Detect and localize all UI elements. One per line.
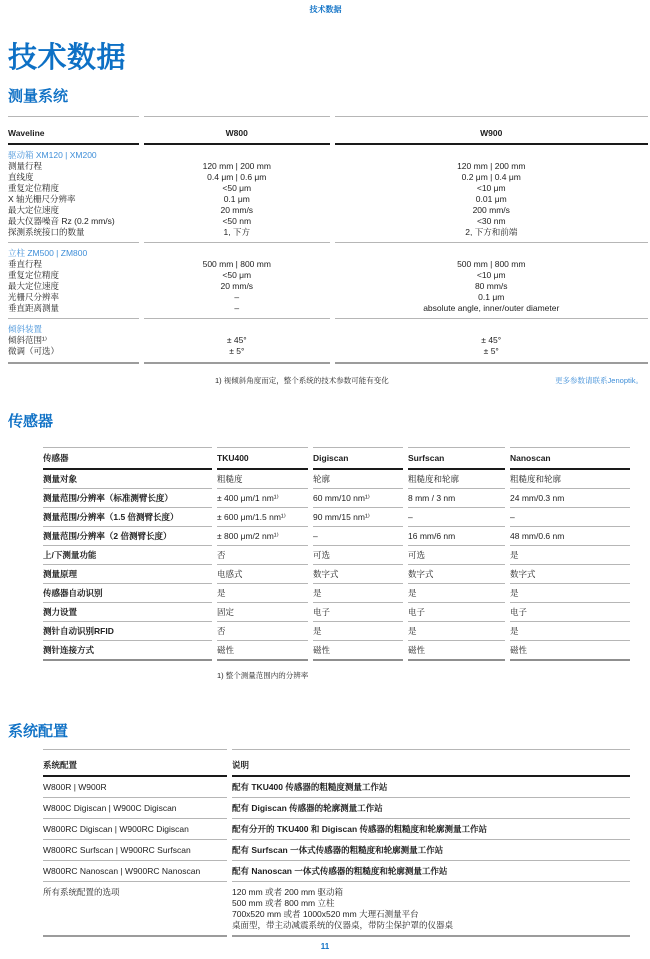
row-label: 最大定位速度 <box>8 281 60 291</box>
config-description <box>232 798 630 819</box>
table-row <box>43 565 630 584</box>
value-tku400: 磁性 <box>217 641 308 661</box>
sensors-heading: 传感器 <box>8 413 54 430</box>
column-header: 说明 <box>232 749 630 777</box>
value-nanoscan: 是 <box>510 622 630 641</box>
row-label: 光栅尺分辨率 <box>8 292 60 302</box>
table-row <box>43 861 630 882</box>
value-w800: <50 nm <box>222 216 252 226</box>
value-w900: 80 mm/s <box>474 281 508 291</box>
row-label: 测量范围/分辨率（2 倍测臂长度） <box>43 527 212 546</box>
value-surfscan: 8 mm / 3 nm <box>408 489 505 508</box>
value-tku400: ± 800 μm/2 nm¹⁾ <box>217 527 308 546</box>
table-row <box>8 346 648 364</box>
table-row <box>8 259 648 270</box>
value-surfscan: 16 mm/6 nm <box>408 527 505 546</box>
table-row <box>8 292 648 303</box>
value-w900: ± 5° <box>335 346 649 364</box>
section-sensors <box>8 413 643 681</box>
measurement-system-table <box>3 116 650 364</box>
description-line: 配有分开的 TKU400 和 Digiscan 传感器的粗糙度和轮廓测量工作站 <box>232 824 488 834</box>
config-description <box>232 840 630 861</box>
header-row <box>8 116 648 145</box>
table-row <box>43 508 630 527</box>
value-tku400: ± 600 μm/1.5 nm¹⁾ <box>217 508 308 527</box>
value-w900: <10 μm <box>476 270 506 280</box>
system-config-table <box>38 749 635 937</box>
row-label: 测量原理 <box>43 565 212 584</box>
value-surfscan: 电子 <box>408 603 505 622</box>
value-w800: 120 mm | 200 mm <box>202 161 271 171</box>
value-w900: 200 mm/s <box>472 205 510 215</box>
description-line: 配有 TKU400 传感器的粗糙度测量工作站 <box>232 782 388 792</box>
row-label: 最大仪器噪音 Rz (0.2 mm/s) <box>8 216 115 226</box>
measurement-system-heading: 测量系统 <box>8 88 69 105</box>
table-row <box>8 216 648 227</box>
config-description <box>232 861 630 882</box>
row-label: 重复定位精度 <box>8 183 60 193</box>
column-header: W900 <box>335 116 649 145</box>
page-number: 11 <box>320 942 330 951</box>
config-name: 所有系统配置的选项 <box>43 882 227 937</box>
running-header: 技术数据 <box>309 5 342 14</box>
value-surfscan: 是 <box>408 584 505 603</box>
description-line: 700x520 mm 或者 1000x520 mm 大理石测量平台 <box>232 909 419 919</box>
table-row <box>43 622 630 641</box>
table-row <box>8 205 648 216</box>
group-header-row <box>8 243 648 259</box>
column-header: Waveline <box>8 116 139 145</box>
value-w900: 120 mm | 200 mm <box>457 161 526 171</box>
value-w900: 2, 下方和前端 <box>335 227 649 243</box>
description-line: 配有 Digiscan 传感器的轮廓测量工作站 <box>232 803 383 813</box>
value-w800: 0.4 μm | 0.6 μm <box>207 172 267 182</box>
value-tku400: 电感式 <box>217 565 308 584</box>
config-name: W800RC Digiscan | W900RC Digiscan <box>43 819 227 840</box>
contact-note: 更多参数请联系Jenoptik。 <box>555 376 643 385</box>
value-w800: 500 mm | 800 mm <box>202 259 271 269</box>
config-description <box>232 819 630 840</box>
tilt-footnote: 1) 视倾斜角度而定，整个系统的技术参数可能有变化 <box>215 376 389 385</box>
table-row <box>43 527 630 546</box>
table-row <box>43 603 630 622</box>
value-w900: <30 nm <box>476 216 506 226</box>
group-name: 驱动箱 XM120 | XM200 <box>8 150 97 160</box>
config-name: W800R | W900R <box>43 777 227 798</box>
row-label: 最大定位速度 <box>8 205 60 215</box>
value-digiscan: 是 <box>313 584 403 603</box>
table-row <box>8 161 648 172</box>
row-label: 测针连接方式 <box>43 641 212 661</box>
column-header: W800 <box>144 116 329 145</box>
row-label: 测量对象 <box>43 470 212 489</box>
table-row <box>8 227 648 243</box>
column-header: Nanoscan <box>510 447 630 470</box>
group-header-row <box>8 145 648 161</box>
table-row <box>8 335 648 346</box>
value-surfscan: 可选 <box>408 546 505 565</box>
row-label: 测针自动识别RFID <box>43 622 212 641</box>
header-row <box>43 447 630 470</box>
sensors-table <box>38 447 635 661</box>
value-w800: – <box>234 292 240 302</box>
group-header-row <box>8 319 648 335</box>
value-nanoscan: 电子 <box>510 603 630 622</box>
value-w900: <10 μm <box>476 183 506 193</box>
value-w900: 0.2 μm | 0.4 μm <box>461 172 521 182</box>
config-name: W800RC Surfscan | W900RC Surfscan <box>43 840 227 861</box>
table-row <box>43 840 630 861</box>
value-digiscan: 90 mm/15 nm¹⁾ <box>313 508 403 527</box>
value-nanoscan: 数字式 <box>510 565 630 584</box>
system-config-heading: 系统配置 <box>8 723 69 740</box>
measurement-footnotes <box>215 376 643 386</box>
table-group <box>8 145 648 243</box>
description-line: 桌面型，带主动减震系统的仪器桌，带防尘保护罩的仪器桌 <box>232 920 454 930</box>
row-label: 微调（可选） <box>8 346 139 364</box>
value-w900: 0.1 μm <box>478 292 505 302</box>
row-label: 倾斜范围¹⁾ <box>8 335 47 345</box>
table-group <box>8 319 648 364</box>
row-label: X 轴光栅尺分辨率 <box>8 194 76 204</box>
page-title: 技术数据 <box>8 42 127 74</box>
value-surfscan: 是 <box>408 622 505 641</box>
value-tku400: 否 <box>217 622 308 641</box>
row-label: 上/下测量功能 <box>43 546 212 565</box>
value-nanoscan: 是 <box>510 546 630 565</box>
description-line: 配有 Nanoscan 一体式传感器的粗糙度和轮廓测量工作站 <box>232 866 448 876</box>
value-w900: absolute angle, inner/outer diameter <box>335 303 649 319</box>
row-label: 垂直距离测量 <box>8 303 139 319</box>
value-nanoscan: 是 <box>510 584 630 603</box>
value-w800: ± 45° <box>226 335 247 345</box>
description-line: 配有 Surfscan 一体式传感器的粗糙度和轮廓测量工作站 <box>232 845 444 855</box>
table-row <box>43 584 630 603</box>
value-nanoscan: 48 mm/0.6 nm <box>510 527 630 546</box>
group-name: 倾斜装置 <box>8 324 43 334</box>
row-label: 测量行程 <box>8 161 43 171</box>
row-label: 重复定位精度 <box>8 270 60 280</box>
value-tku400: 固定 <box>217 603 308 622</box>
column-header: 传感器 <box>43 447 212 470</box>
table-row <box>8 270 648 281</box>
value-w800: <50 μm <box>222 183 252 193</box>
value-w900: ± 45° <box>481 335 502 345</box>
config-description <box>232 777 630 798</box>
value-surfscan: – <box>408 508 505 527</box>
table-row <box>8 194 648 205</box>
column-header: TKU400 <box>217 447 308 470</box>
table-row <box>43 470 630 489</box>
value-nanoscan: 24 mm/0.3 nm <box>510 489 630 508</box>
value-digiscan: 可选 <box>313 546 403 565</box>
value-tku400: ± 400 μm/1 nm¹⁾ <box>217 489 308 508</box>
table-row <box>43 546 630 565</box>
value-digiscan: 轮廓 <box>313 470 403 489</box>
header-row <box>43 749 630 777</box>
description-line: 500 mm 或者 800 mm 立柱 <box>232 898 335 908</box>
value-digiscan: 电子 <box>313 603 403 622</box>
value-surfscan: 数字式 <box>408 565 505 584</box>
row-label: 测力设置 <box>43 603 212 622</box>
value-tku400: 是 <box>217 584 308 603</box>
value-w800: 0.1 μm <box>223 194 250 204</box>
column-header: Digiscan <box>313 447 403 470</box>
sensors-footnote: 1) 整个测量范围内的分辨率 <box>217 671 309 680</box>
config-description <box>232 882 630 937</box>
description-line: 120 mm 或者 200 mm 驱动箱 <box>232 887 343 897</box>
table-row <box>43 882 630 937</box>
group-name: 立柱 ZM500 | ZM800 <box>8 248 88 258</box>
value-tku400: 否 <box>217 546 308 565</box>
config-name: W800C Digiscan | W900C Digiscan <box>43 798 227 819</box>
value-w900: 0.01 μm <box>475 194 507 204</box>
value-w900: 500 mm | 800 mm <box>457 259 526 269</box>
value-surfscan: 粗糙度和轮廓 <box>408 470 505 489</box>
row-label: 测量范围/分辨率（1.5 倍测臂长度） <box>43 508 212 527</box>
value-w800: 1, 下方 <box>144 227 329 243</box>
value-digiscan: – <box>313 527 403 546</box>
row-label: 直线度 <box>8 172 34 182</box>
row-label: 垂直行程 <box>8 259 43 269</box>
row-label: 测量范围/分辨率（标准测臂长度） <box>43 489 212 508</box>
value-w800: 20 mm/s <box>220 281 254 291</box>
row-label: 传感器自动识别 <box>43 584 212 603</box>
row-label: 探测系统接口的数量 <box>8 227 139 243</box>
table-row <box>43 819 630 840</box>
table-row <box>8 183 648 194</box>
value-w800: 20 mm/s <box>220 205 254 215</box>
table-row <box>8 172 648 183</box>
table-group <box>8 243 648 319</box>
value-w800: <50 μm <box>222 270 252 280</box>
section-measurement-system <box>8 88 643 386</box>
value-digiscan: 磁性 <box>313 641 403 661</box>
value-digiscan: 数字式 <box>313 565 403 584</box>
value-tku400: 粗糙度 <box>217 470 308 489</box>
value-nanoscan: 粗糙度和轮廓 <box>510 470 630 489</box>
section-system-config <box>8 723 643 937</box>
value-surfscan: 磁性 <box>408 641 505 661</box>
column-header: Surfscan <box>408 447 505 470</box>
table-row <box>43 798 630 819</box>
value-w800: ± 5° <box>144 346 329 364</box>
table-row <box>43 777 630 798</box>
value-digiscan: 是 <box>313 622 403 641</box>
table-row <box>43 489 630 508</box>
table-row <box>43 641 630 661</box>
value-digiscan: 60 mm/10 nm¹⁾ <box>313 489 403 508</box>
table-row <box>8 281 648 292</box>
config-name: W800RC Nanoscan | W900RC Nanoscan <box>43 861 227 882</box>
value-w800: – <box>144 303 329 319</box>
table-row <box>8 303 648 319</box>
value-nanoscan: 磁性 <box>510 641 630 661</box>
column-header: 系统配置 <box>43 749 227 777</box>
value-nanoscan: – <box>510 508 630 527</box>
